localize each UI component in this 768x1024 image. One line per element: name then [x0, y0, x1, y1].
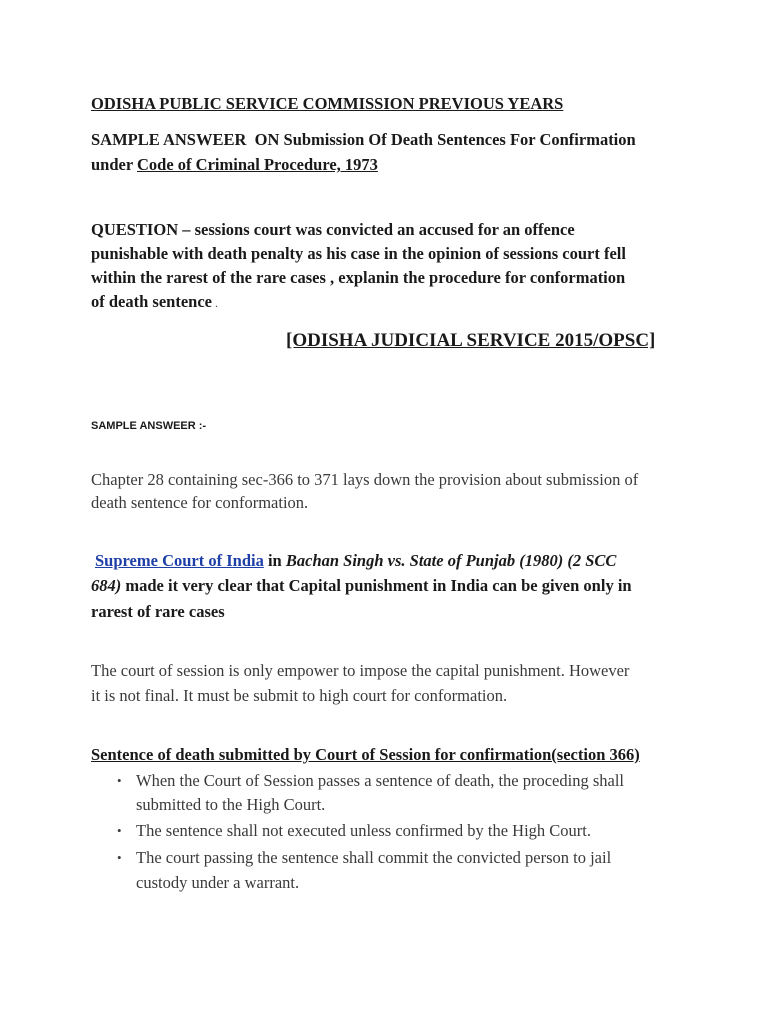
case-line-3: rarest of rare cases [91, 602, 225, 621]
bullet-icon: • [117, 850, 122, 865]
question-line-2: punishable with death penalty as his case in the opinion of sessions court fell [91, 244, 626, 263]
bullet-text-line1: When the Court of Session passes a sentence of death, the proceding shall [136, 771, 624, 790]
exam-tag: [ODISHA JUDICIAL SERVICE 2015/OPSC] [286, 330, 656, 351]
bullet-icon: • [117, 823, 122, 838]
para2-line-2: it is not final. It must be submit to high court for conformation. [91, 686, 508, 705]
question-line-1: QUESTION – sessions court was convicted an accused for an offence [91, 220, 575, 239]
para1-line-1: Chapter 28 containing sec-366 to 371 lays down the provision about submission of [91, 470, 639, 489]
sample-answer-label: SAMPLE ANSWEER :- [91, 420, 207, 432]
case-line-2-rest: made it very clear that Capital punishment in India can be given only in [121, 576, 632, 595]
under-prefix: under [91, 155, 138, 174]
case-citation-cont: 684) [91, 576, 122, 595]
list-item [117, 819, 677, 843]
list-item [117, 769, 677, 817]
question-line-3: within the rarest of the rare cases , explanin the procedure for conformation [91, 268, 626, 287]
case-in-text: in [263, 551, 286, 570]
section-heading: Sentence of death submitted by Court of Session for confirmation(section 366) [91, 745, 640, 764]
bullet-text-line1: The sentence shall not executed unless confirmed by the High Court. [136, 821, 591, 840]
para2-line-1: The court of session is only empower to impose the capital punishment. However [91, 661, 630, 680]
sample-prefix: SAMPLE ANSWEER ON [91, 130, 280, 149]
para1-line-2: death sentence for conformation. [91, 493, 309, 512]
bullet-text-line2: submitted to the High Court. [136, 795, 326, 814]
bullet-icon: • [117, 773, 122, 788]
sample-heading-line2 [91, 153, 378, 177]
supreme-court-link[interactable]: Supreme Court of India [95, 551, 264, 570]
case-name: Bachan Singh vs. State of Punjab (1980) (2 SCC [285, 551, 617, 570]
bullet-text-line2: custody under a warrant. [136, 873, 300, 892]
question-line-4-text: of death sentence [91, 292, 212, 311]
code-name: Code of Criminal Procedure, 1973 [137, 155, 378, 174]
sample-heading-line1 [91, 128, 636, 152]
question-line-4-end: . [211, 296, 218, 310]
case-line-2 [91, 574, 632, 598]
list-item [117, 846, 677, 894]
document-title: ODISHA PUBLIC SERVICE COMMISSION PREVIOUS YEARS [91, 94, 564, 113]
question-line-4 [91, 290, 218, 315]
bullet-text-line1: The court passing the sentence shall commit the convicted person to jail [136, 848, 612, 867]
sample-topic: Submission Of Death Sentences For Confirmation [279, 130, 636, 149]
case-line-1 [95, 549, 616, 573]
